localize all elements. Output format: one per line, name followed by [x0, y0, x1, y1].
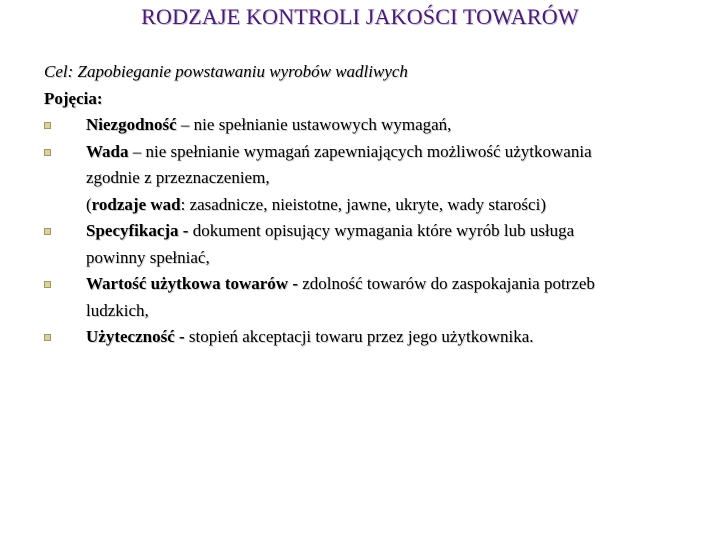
list-item-wartosc-uzytkowa [44, 271, 704, 324]
definition: dokument opisujący wymagania które wyrób lub usługa [192, 221, 575, 240]
list-item-uzytecznosc [44, 324, 704, 351]
slide-content [44, 59, 704, 351]
term: Specyfikacja - [86, 221, 193, 240]
concepts-label: Pojęcia: [44, 88, 103, 108]
definition: – nie spełnianie ustawowych wymagań, [176, 115, 452, 134]
list-item-specyfikacja [44, 218, 704, 271]
note-open: ( [86, 194, 92, 214]
term: Użyteczność - [86, 327, 189, 346]
definition-continuation: zgodnie z przeznaczeniem, [86, 168, 270, 187]
list-item-wada [44, 139, 704, 219]
slide-title: RODZAJE KONTROLI JAKOŚCI TOWARÓW [141, 4, 579, 29]
note-text: : zasadnicze, nieistotne, jawne, ukryte, wady starości) [180, 194, 546, 214]
definition: stopień akceptacji towaru przez jego użytkownika. [188, 327, 534, 346]
definition: zdolność towarów do zaspokajania potrzeb [302, 274, 595, 293]
square-bullet-icon [44, 228, 51, 235]
term: Wada [86, 141, 129, 161]
definition: – nie spełnianie wymagań zapewniających możliwość użytkowania [128, 141, 592, 161]
list-item-niezgodnosc [44, 112, 704, 139]
term: Wartość użytkowa towarów - [86, 274, 303, 293]
square-bullet-icon [44, 149, 51, 156]
definition-continuation: ludzkich, [86, 300, 149, 320]
square-bullet-icon [44, 122, 51, 129]
term: Niezgodność [86, 115, 177, 134]
definition-continuation: powinny spełniać, [86, 247, 210, 267]
square-bullet-icon [44, 281, 51, 288]
square-bullet-icon [44, 334, 51, 341]
note-term: rodzaje wad [91, 194, 181, 214]
goal-text: Cel: Zapobieganie powstawaniu wyrobów wadliwych [44, 62, 408, 81]
